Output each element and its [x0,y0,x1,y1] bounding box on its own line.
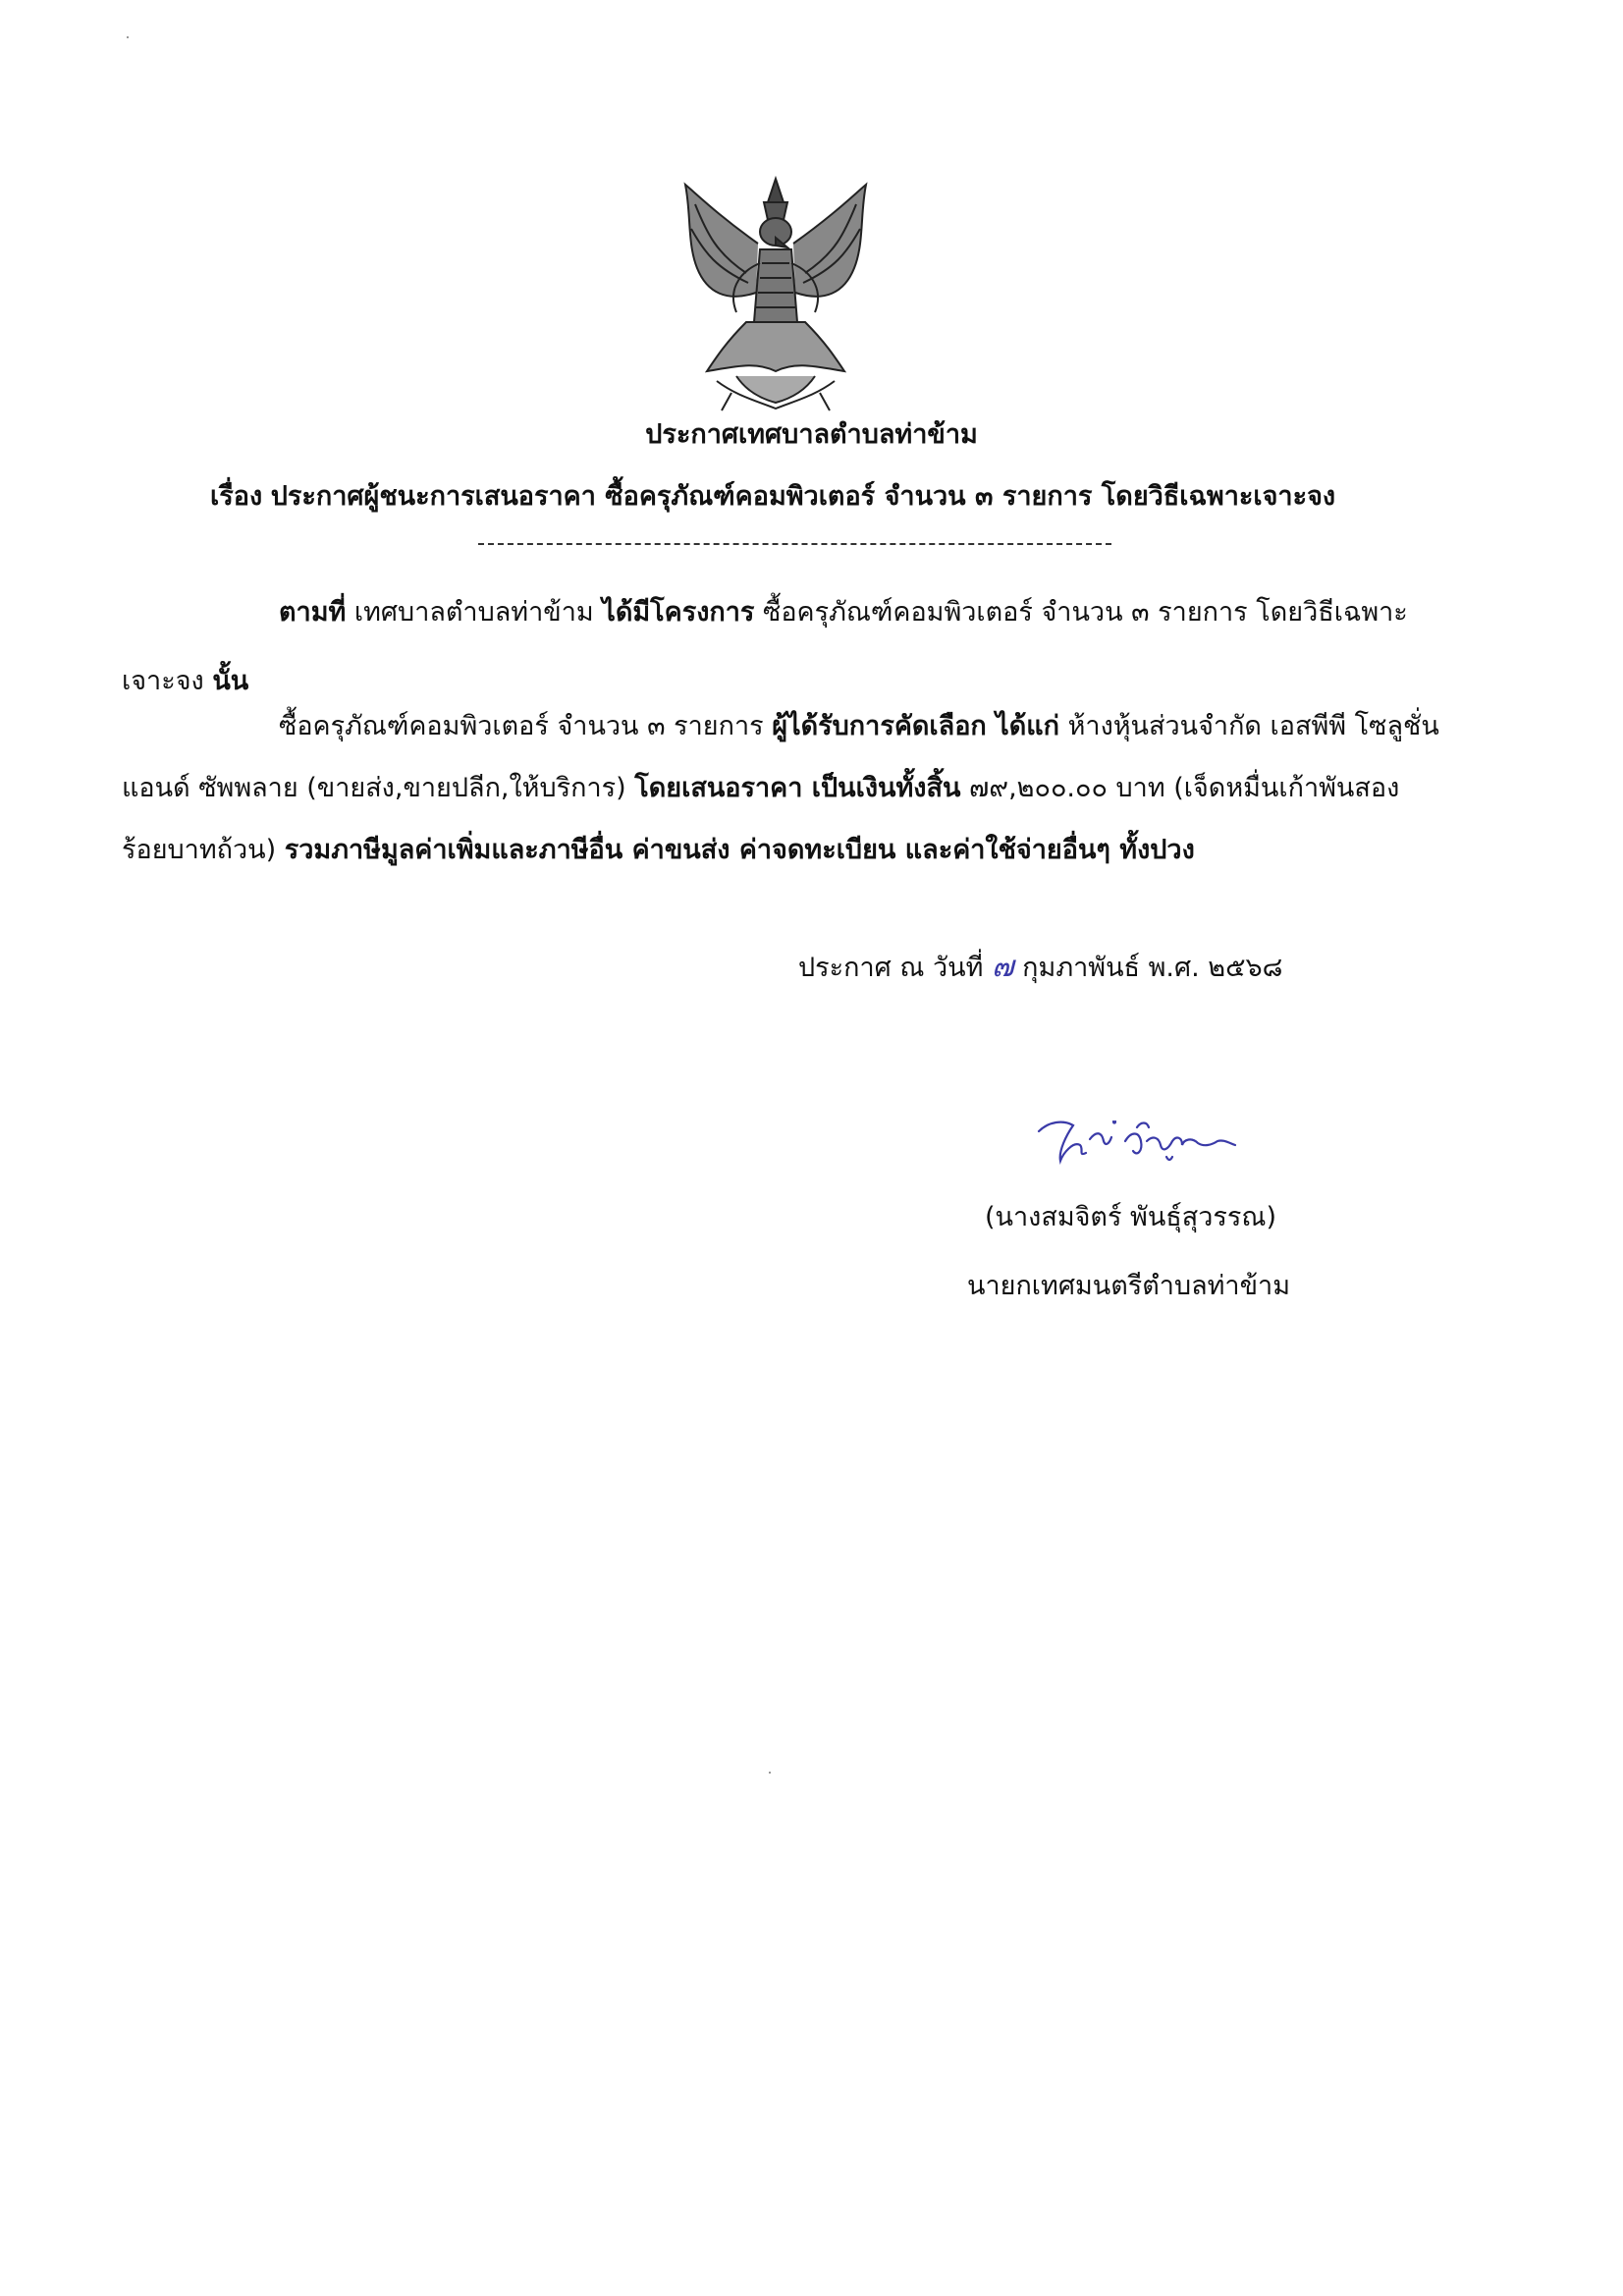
date-month-year: กุมภาพันธ์ พ.ศ. ๒๕๖๘ [1022,953,1283,983]
subject-line [210,479,1335,515]
p2-company-cont: แอนด์ ซัพพลาย (ขายส่ง,ขายปลีก,ให้บริการ) [122,773,626,803]
paragraph-2-line-1 [279,709,1439,744]
announcement-date [798,950,1282,986]
date-label: ประกาศ ณ วันที่ [798,953,984,983]
p2-amount: ๗๙,๒๐๐.๐๐ บาท (เจ็ดหมื่นเก้าพันสอง [969,773,1400,803]
subject-text: ประกาศผู้ชนะการเสนอราคา ซื้อครุภัณฑ์คอมพิวเตอร์ จำนวน ๓ รายการ โดยวิธีเฉพาะเจาะจง [270,481,1336,512]
p2-company: ห้างหุ้นส่วนจำกัด เอสพีพี โซลูชั่น [1067,711,1439,741]
p1-org: เทศบาลตำบลท่าข้าม [353,597,594,628]
dashed-divider [478,543,1111,545]
p2-offer: โดยเสนอราคา เป็นเงินทั้งสิ้น [634,773,961,803]
p1-has: ได้มีโครงการ [602,597,755,628]
paragraph-2-line-2 [122,771,1399,806]
date-day: ๗ [992,950,1014,984]
p1-project: ซื้อครุภัณฑ์คอมพิวเตอร์ จำนวน ๓ รายการ โดยวิธีเฉพาะ [763,597,1408,628]
subject-label: เรื่อง [210,481,263,512]
p1-lead: ตามที่ [279,597,347,628]
p1-project-cont: เจาะจง [122,666,204,696]
p2-item: ซื้อครุภัณฑ์คอมพิวเตอร์ จำนวน ๓ รายการ [279,711,764,741]
p2-rest: รวมภาษีมูลค่าเพิ่มและภาษีอื่น ค่าขนส่ง ค่าจดทะเบียน และค่าใช้จ่ายอื่นๆ ทั้งปวง [284,835,1195,865]
signatory-position: นายกเทศมนตรีตำบลท่าข้าม [967,1271,1290,1301]
p2-amount-cont: ร้อยบาทถ้วน) [122,835,277,865]
scan-speck [127,36,129,38]
paragraph-1-line-1 [279,595,1408,630]
p2-selected: ผู้ได้รับการคัดเลือก ได้แก่ [772,711,1060,741]
p1-end: นั้น [212,666,249,696]
announcement-title: ประกาศเทศบาลตำบลท่าข้าม [645,419,978,450]
paragraph-2-line-3 [122,833,1195,868]
scan-speck [769,1772,771,1774]
signatory-name: (นางสมจิตร์ พันธุ์สุวรรณ) [985,1202,1277,1232]
garuda-emblem-icon [677,175,874,415]
paragraph-1-line-2 [122,664,248,699]
handwritten-signature-icon [1019,1102,1265,1180]
